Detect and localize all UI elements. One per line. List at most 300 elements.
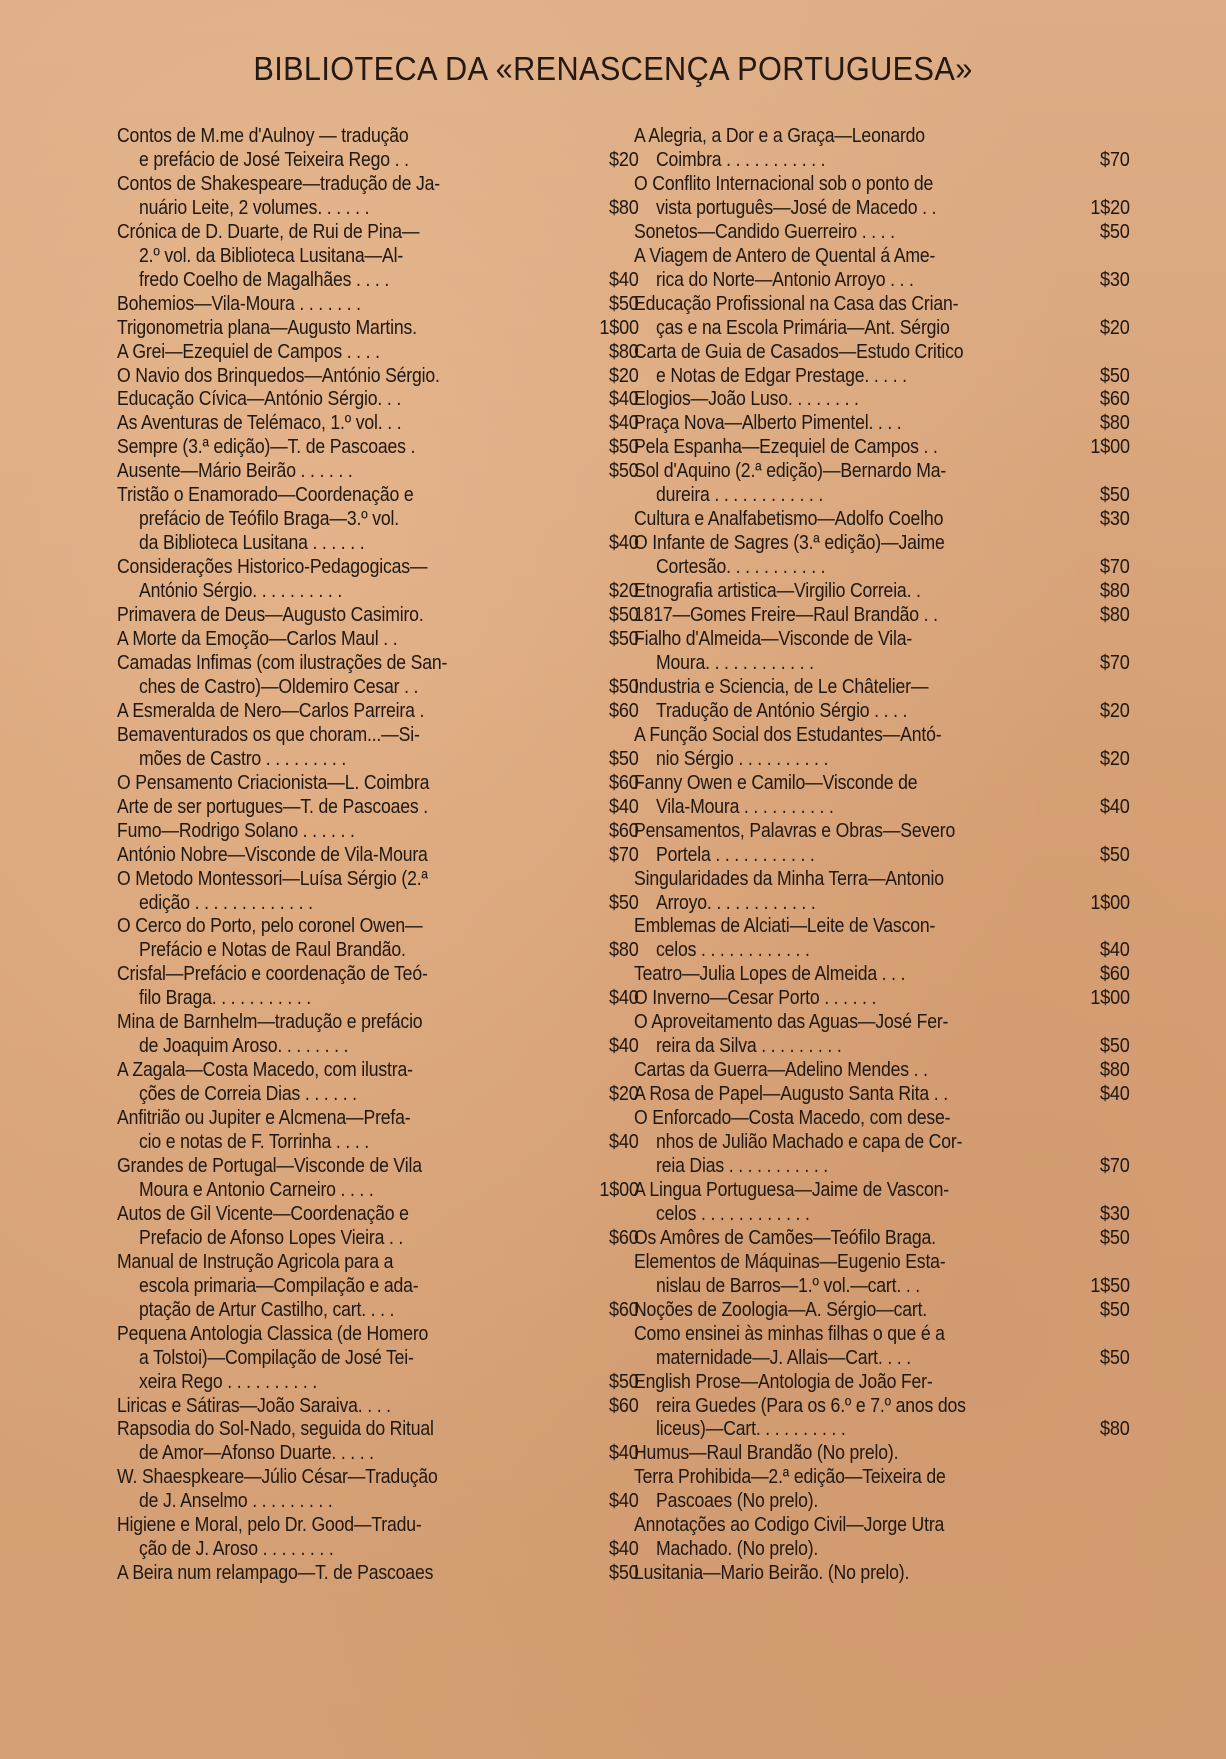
entry-line [117,651,617,675]
entry-line [634,891,1066,915]
entry-title-text: O Aproveitamento das Aguas—José Fer- [634,1010,949,1034]
entry-title-text: e Notas de Edgar Prestage. . . . . [656,363,907,387]
catalog-entry [117,339,639,364]
entry-line [117,986,617,1010]
entry-title-text: O Pensamento Criacionista—L. Coimbra [117,770,430,794]
entry-line [117,699,617,723]
entry-line [117,459,617,483]
entry-title-text: Teatro—Julia Lopes de Almeida . . . [634,962,906,986]
catalog-entry [634,411,1130,435]
entry-line [117,435,617,459]
entry-title-text: ptação de Artur Castilho, cart. . . . [139,1297,395,1321]
catalog-entry [117,435,639,459]
entry-price: $40 [609,1130,639,1154]
entry-title-text: Sonetos—Candido Guerreiro . . . . [634,219,895,243]
entry-line [634,1130,1066,1154]
entry-title-text: Rapsodia do Sol-Nado, seguida do Ritual [117,1417,434,1441]
catalog-entry [117,1513,639,1561]
entry-title-text: Higiene e Moral, pelo Dr. Good—Tradu- [117,1513,422,1537]
entry-title-text: Coimbra . . . . . . . . . . . [656,147,826,171]
entry-line [634,771,1066,795]
catalog-entry [634,674,1130,723]
catalog-entry [634,866,1130,915]
entry-line [117,148,617,172]
entry-title-text: cio e notas de F. Torrinha . . . . [139,1130,370,1154]
catalog-entry [117,914,639,962]
entry-line [634,627,1066,651]
entry-title-text: Trigonometria plana—Augusto Martins. [117,315,417,339]
entry-price: $50 [609,674,639,698]
entry-price: $20 [1100,698,1130,722]
entry-price: $40 [609,411,639,435]
entry-title-text: A Função Social dos Estudantes—Antó- [634,722,942,746]
entry-line [634,651,1066,675]
entry-title-text: Cortesão. . . . . . . . . . . [656,555,826,579]
entry-title-text: A Alegria, a Dor e a Graça—Leonardo [634,124,925,147]
entry-title-text: ção de J. Aroso . . . . . . . . [139,1537,334,1561]
entry-line [117,603,617,627]
entry-line [634,1489,1066,1513]
entry-title-text: Tristão o Enamorado—Coordenação e [117,483,414,507]
catalog-entry [117,124,639,172]
entry-title-text: dureira . . . . . . . . . . . . [656,483,824,507]
entry-line [634,579,1066,603]
catalog-entry [117,698,639,723]
entry-line [117,675,617,699]
entry-title-text: da Biblioteca Lusitana . . . . . . [139,531,365,555]
entry-price: $40 [1100,938,1130,962]
entry-title-text: Arte de ser portugues—T. de Pascoaes . [117,794,428,818]
entry-title-text: Os Amôres de Camões—Teófilo Braga. [634,1225,936,1249]
entry-line [117,1250,617,1274]
catalog-entry [634,1297,1130,1322]
entry-price: $60 [609,818,639,842]
entry-line [634,316,1066,340]
entry-line [117,1370,617,1394]
left-column [117,124,639,1585]
entry-title-text: Fanny Owen e Camilo—Visconde de [634,770,918,794]
catalog-entry [634,770,1130,819]
entry-line [117,891,617,915]
entry-line [634,1106,1066,1130]
entry-line [634,1034,1066,1058]
catalog-entry [634,1465,1066,1513]
entry-price: $40 [1100,1082,1130,1106]
entry-title-text: Anfitrião ou Jupiter e Alcmena—Prefa- [117,1106,411,1130]
entry-title-text: edição . . . . . . . . . . . . . [139,890,313,914]
entry-price: 1$00 [599,1177,639,1201]
entry-line [634,1394,1066,1418]
entry-price: 1$00 [1090,435,1130,459]
catalog-entry [117,291,639,316]
entry-title-text: Vila-Moura . . . . . . . . . . [656,794,834,818]
entry-title-text: Humus—Raul Brandão (No prelo). [634,1441,899,1465]
entry-line [117,1322,617,1346]
entry-line [117,1513,617,1537]
entry-line [634,411,1066,435]
entry-price: $40 [1100,794,1130,818]
catalog-entry [634,914,1130,962]
entry-title-text: ças e na Escola Primária—Ant. Sérgio [656,315,950,339]
entry-line [634,507,1066,531]
entry-line [634,244,1066,268]
entry-price: $20 [609,147,639,171]
entry-price: $50 [609,435,639,459]
entry-title-text: O Enforcado—Costa Macedo, com dese- [634,1106,951,1130]
entry-price: $60 [1100,962,1130,986]
catalog-entry [117,650,639,699]
entry-line [634,1465,1066,1489]
entry-line [117,1441,617,1465]
catalog-entry [117,411,639,435]
entry-price: $50 [1100,1034,1130,1058]
entry-title-text: Fumo—Rodrigo Solano . . . . . . [117,818,355,842]
entry-line [117,1417,617,1441]
entry-title-text: Primavera de Deus—Augusto Casimiro. [117,603,424,627]
catalog-entry [634,507,1130,531]
entry-line [634,340,1066,364]
catalog-entry [634,1561,1066,1585]
entry-line [117,723,617,747]
entry-title-text: A Zagala—Costa Macedo, com ilustra- [117,1058,413,1082]
entry-price: $50 [609,746,639,770]
entry-title-text: Etnografia artistica—Virgilio Correia. . [634,579,921,603]
entry-line [634,1274,1066,1298]
entry-line [117,1346,617,1370]
entry-title-text: Manual de Instrução Agricola para a [117,1249,394,1273]
entry-title-text: rica do Norte—Antonio Arroyo . . . [656,267,914,291]
entry-line [634,268,1066,292]
entry-price: $80 [1100,579,1130,603]
entry-line [634,1513,1066,1537]
entry-line [117,1489,617,1513]
entry-title-text: Pascoaes (No prelo). [656,1489,819,1513]
entry-line [634,124,1066,148]
entry-title-text: Annotações ao Codigo Civil—Jorge Utra [634,1513,945,1537]
entry-line [117,411,617,435]
entry-title-text: Emblemas de Alciati—Leite de Vascon- [634,914,936,938]
entry-title-text: liceus)—Cart. . . . . . . . . . [656,1417,846,1441]
catalog-entry [117,627,639,651]
entry-line [634,1178,1066,1202]
entry-line [634,555,1066,579]
catalog-entry [634,1513,1066,1561]
entry-price: $50 [609,1369,639,1393]
entry-line [117,1058,617,1082]
catalog-entry [634,579,1130,603]
entry-title-text: A Rosa de Papel—Augusto Santa Rita . . [634,1082,948,1106]
entry-title-text: English Prose—Antologia de João Fer- [634,1369,933,1393]
entry-line [117,1274,617,1298]
entry-title-text: Educação Cívica—António Sérgio. . . [117,387,402,411]
entry-title-text: a Tolstoi)—Compilação de José Tei- [139,1345,414,1369]
entry-price: $80 [1100,411,1130,435]
entry-title-text: Prefácio e Notas de Raul Brandão. [139,938,406,962]
entry-title-text: Considerações Historico-Pedagogicas— [117,555,428,579]
entry-line [117,340,617,364]
entry-line [117,1561,617,1585]
entry-price: $40 [609,387,639,411]
entry-title-text: Mina de Barnhelm—tradução e prefácio [117,1010,423,1034]
catalog-entry [117,171,639,220]
catalog-entry [634,603,1130,627]
entry-line [634,1346,1066,1370]
catalog-entry [634,339,1130,388]
entry-line [117,387,617,411]
entry-line [634,1561,1066,1585]
catalog-entry [634,1441,1066,1465]
entry-title-text: Arroyo. . . . . . . . . . . . [656,890,816,914]
entry-line [117,1178,617,1202]
entry-price: 1$20 [1090,195,1130,219]
entry-line [117,1298,617,1322]
entry-price: $80 [609,339,639,363]
catalog-entry [117,770,639,795]
entry-title-text: de Amor—Afonso Duarte. . . . . [139,1441,374,1465]
entry-title-text: reira Guedes (Para os 6.º e 7.º anos dos [656,1393,966,1417]
entry-line [634,699,1066,723]
entry-title-text: prefácio de Teófilo Braga—3.º vol. [139,507,399,531]
entry-title-text: Industria e Sciencia, de Le Châtelier— [634,674,929,698]
entry-title-text: O Inverno—Cesar Porto . . . . . . [634,986,877,1010]
entry-title-text: O Navio dos Brinquedos—António Sérgio. [117,363,440,387]
entry-title-text: O Conflito Internacional sob o ponto de [634,171,934,195]
entry-line [634,1202,1066,1226]
entry-title-text: Crónica de D. Duarte, de Rui de Pina— [117,219,420,243]
entry-line [117,962,617,986]
catalog-entry [117,483,639,555]
entry-price: $40 [609,1034,639,1058]
entry-line [634,1250,1066,1274]
entry-title-text: ches de Castro)—Oldemiro Cesar . . [139,674,419,698]
entry-title-text: Terra Prohibida—2.ª edição—Teixeira de [634,1465,946,1489]
entry-price: $20 [609,579,639,603]
entry-price: $50 [1100,483,1130,507]
entry-title-text: Bemaventurados os que choram...—Si- [117,722,420,746]
catalog-entry [634,1321,1130,1370]
entry-title-text: A Morte da Emoção—Carlos Maul . . [117,627,398,651]
entry-price: $40 [609,1489,639,1513]
entry-line [634,938,1066,962]
entry-title-text: Sol d'Aquino (2.ª edição)—Bernardo Ma- [634,459,947,483]
entry-title-text: António Nobre—Visconde de Vila-Moura [117,842,428,866]
entry-line [117,196,617,220]
entry-price: $40 [609,1537,639,1561]
entry-line [117,843,617,867]
entry-price: 1$50 [1090,1273,1130,1297]
entry-line [117,1202,617,1226]
entry-line [117,914,617,938]
catalog-entry [634,124,1130,172]
catalog-entry [634,1082,1130,1106]
catalog-entry [117,1561,639,1585]
entry-price: $60 [609,1297,639,1321]
entry-title-text: Carta de Guia de Casados—Estudo Critico [634,339,964,363]
entry-line [634,986,1066,1010]
entry-price: $70 [1100,147,1130,171]
entry-title-text: Noções de Zoologia—A. Sérgio—cart. [634,1297,928,1321]
entry-title-text: nhos de Julião Machado e capa de Cor- [656,1130,963,1154]
catalog-entry [117,722,639,771]
entry-line [634,1298,1066,1322]
entry-price: $70 [609,842,639,866]
entry-title-text: Liricas e Sátiras—João Saraiva. . . . [117,1393,391,1417]
entry-price: $40 [609,1441,639,1465]
catalog-entry [117,1393,639,1418]
entry-title-text: Pensamentos, Palavras e Obras—Severo [634,818,956,842]
entry-title-text: Cultura e Analfabetismo—Adolfo Coelho [634,507,944,531]
catalog-entry [117,219,639,292]
entry-price: $30 [1100,507,1130,531]
entry-title-text: e prefácio de José Teixeira Rego . . [139,147,409,171]
entry-title-text: celos . . . . . . . . . . . . [656,938,810,962]
entry-line [117,579,617,603]
entry-title-text: nuário Leite, 2 volumes. . . . . . [139,195,370,219]
entry-price: $50 [1100,219,1130,243]
entry-title-text: Contos de Shakespeare—tradução de Ja- [117,171,440,195]
entry-line [117,364,617,388]
entry-title-text: ções de Correia Dias . . . . . . [139,1082,357,1106]
entry-price: $80 [1100,1058,1130,1082]
entry-line [117,747,617,771]
catalog-entry [634,1249,1130,1298]
entry-title-text: xeira Rego . . . . . . . . . . [139,1369,318,1393]
entry-price: $80 [1100,603,1130,627]
entry-price: $60 [609,1393,639,1417]
catalog-entry [634,291,1130,340]
catalog-entry [117,842,639,867]
entry-title-text: A Viagem de Antero de Quental á Ame- [634,243,936,267]
catalog-entry [634,1010,1130,1058]
catalog-entry [634,818,1130,867]
catalog-entry [634,219,1130,244]
entry-line [634,962,1066,986]
entry-line [634,867,1066,891]
catalog-entry [634,986,1130,1010]
catalog-entry [634,627,1130,675]
entry-price: $70 [1100,1153,1130,1177]
entry-price: $50 [609,459,639,483]
catalog-entry [634,243,1130,292]
entry-price: $50 [609,1561,639,1585]
entry-price: $50 [1100,842,1130,866]
entry-price: $60 [609,1225,639,1249]
entry-title-text: Autos de Gil Vicente—Coordenação e [117,1201,409,1225]
entry-title-text: Bohemios—Vila-Moura . . . . . . . [117,291,361,315]
entry-price: $50 [609,291,639,315]
entry-title-text: de Joaquim Aroso. . . . . . . . [139,1034,349,1058]
entry-title-text: Moura. . . . . . . . . . . . [656,650,814,674]
entry-title-text: reia Dias . . . . . . . . . . . [656,1153,828,1177]
entry-line [117,244,617,268]
entry-line [634,387,1066,411]
entry-line [634,723,1066,747]
entry-price: $80 [609,195,639,219]
entry-price: $50 [609,890,639,914]
catalog-entry [117,603,639,627]
entry-price: $60 [609,770,639,794]
entry-line [634,795,1066,819]
entry-line [634,1441,1066,1465]
catalog-entry [117,387,639,411]
catalog-entry [117,1249,639,1322]
entry-line [634,1058,1066,1082]
entry-line [634,914,1066,938]
catalog-entry [634,171,1130,220]
entry-title-text: de J. Anselmo . . . . . . . . . [139,1489,333,1513]
entry-title-text: reira da Silva . . . . . . . . . [656,1034,842,1058]
entry-line [634,843,1066,867]
entry-title-text: Elogios—João Luso. . . . . . . . [634,387,859,411]
entry-price: $40 [609,986,639,1010]
entry-title-text: nislau de Barros—1.º vol.—cart. . . [656,1273,920,1297]
catalog-entry [634,1369,1130,1442]
catalog-entry [634,1106,1130,1178]
entry-line [117,1106,617,1130]
entry-line [117,1010,617,1034]
entry-title-text: O Cerco do Porto, pelo coronel Owen— [117,914,423,938]
catalog-entry [117,1321,639,1394]
entry-price: $50 [609,627,639,651]
entry-title-text: escola primaria—Compilação e ada- [139,1273,419,1297]
entry-price: $20 [1100,315,1130,339]
entry-title-text: Machado. (No prelo). [656,1537,819,1561]
entry-price: $40 [609,267,639,291]
entry-title-text: vista português—José de Macedo . . [656,195,937,219]
entry-title-text: Grandes de Portugal—Visconde de Vila [117,1153,422,1177]
catalog-entry [117,794,639,819]
entry-line [634,483,1066,507]
entry-title-text: Pela Espanha—Ezequiel de Campos . . [634,435,938,459]
entry-price: $80 [1100,1417,1130,1441]
entry-line [117,555,617,579]
entry-line [117,819,617,843]
catalog-entry [117,363,639,388]
entry-line [634,675,1066,699]
entry-title-text: nio Sérgio . . . . . . . . . . [656,746,829,770]
entry-title-text: Lusitania—Mario Beirão. (No prelo). [634,1561,910,1585]
catalog-entry [634,1225,1130,1250]
entry-title-text: W. Shaespkeare—Júlio César—Tradução [117,1465,438,1489]
entry-line [634,1537,1066,1561]
entry-price: $50 [1100,1297,1130,1321]
entry-line [634,603,1066,627]
entry-price: 1$00 [599,315,639,339]
entry-line [117,531,617,555]
entry-line [117,1034,617,1058]
entry-line [634,435,1066,459]
entry-price: $20 [1100,746,1130,770]
catalog-entry [634,435,1130,459]
entry-line [634,1226,1066,1250]
entry-title-text: Sempre (3.ª edição)—T. de Pascoaes . [117,435,416,459]
entry-price: $60 [609,698,639,722]
entry-line [634,459,1066,483]
catalog-entry [117,818,639,843]
entry-line [117,268,617,292]
entry-title-text: Crisfal—Prefácio e coordenação de Teó- [117,962,428,986]
entry-line [117,316,617,340]
entry-title-text: maternidade—J. Allais—Cart. . . . [656,1345,911,1369]
right-column [634,124,1130,1585]
entry-price: $40 [609,794,639,818]
entry-title-text: Portela . . . . . . . . . . . [656,842,815,866]
catalog-entry [117,1010,639,1058]
catalog-entry [117,962,639,1010]
catalog-entry [634,1058,1130,1082]
catalog-entry [634,962,1130,986]
catalog-entry [117,555,639,603]
